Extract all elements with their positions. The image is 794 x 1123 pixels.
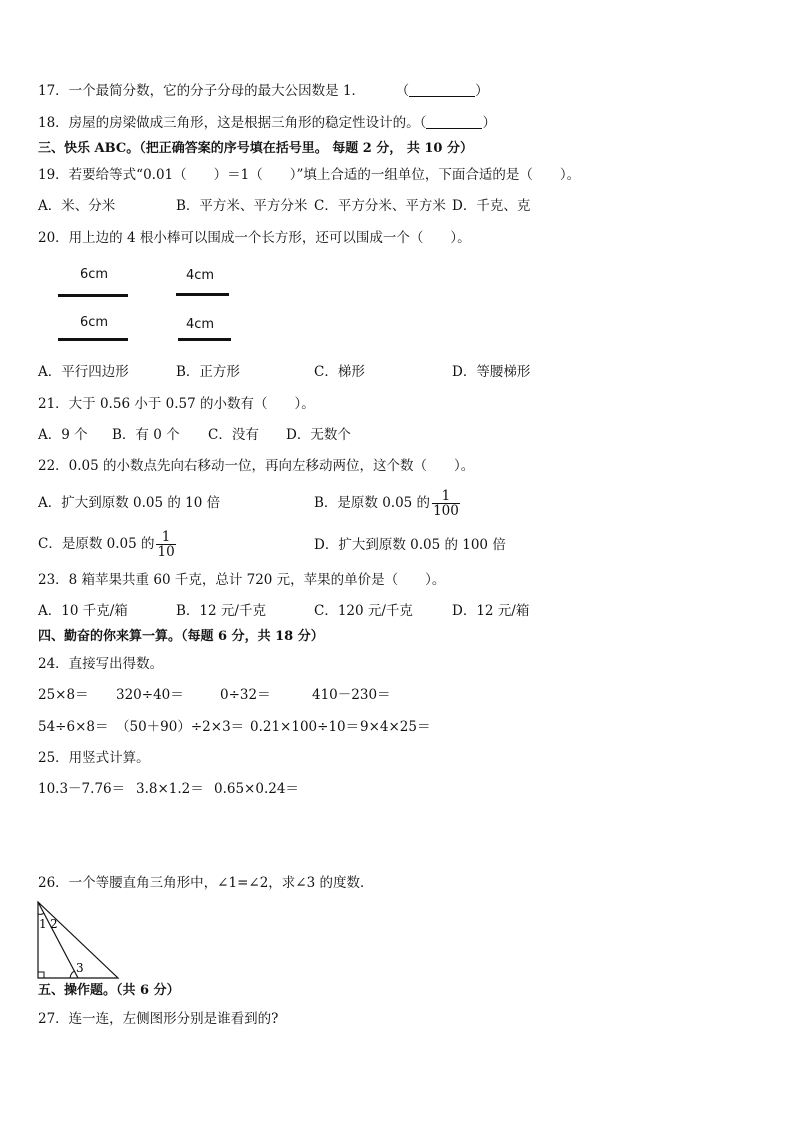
section-5-heading: 五、操作题。（共 6 分） [38,983,180,998]
question-25-text: 25．用竖式计算。 [38,750,150,766]
stick-4 [178,338,231,341]
question-23-option-b[interactable]: B．12 元/千克 [176,603,266,619]
question-23-option-c[interactable]: C．120 元/千克 [314,603,413,619]
question-17-answer-blank[interactable] [409,84,475,97]
question-20-option-c[interactable]: C．梯形 [314,364,365,380]
question-23-text: 23．8 箱苹果共重 60 千克，总计 720 元，苹果的单价是（ ）。 [38,572,446,588]
question-20-option-a[interactable]: A．平行四边形 [38,364,129,380]
question-22-option-c[interactable] [38,525,176,563]
question-21-option-a[interactable]: A．9 个 [38,427,88,443]
fraction-numerator: 1 [156,530,175,545]
calc-item: 0.21×100÷10＝ [250,719,360,735]
question-19-option-d[interactable]: D．千克、克 [452,198,531,214]
question-21-option-c[interactable]: C．没有 [208,427,259,443]
question-20-text: 20．用上边的 4 根小棒可以围成一个长方形，还可以围成一个（ ）。 [38,230,471,246]
question-17 [38,82,489,100]
question-18-text: 18．房屋的房梁做成三角形，这是根据三角形的稳定性设计的。（ [38,115,427,131]
question-18-answer-blank[interactable] [426,116,482,129]
vertical-calc-item: 10.3－7.76＝ [38,781,126,797]
fraction-denominator: 10 [157,544,175,560]
calc-item: 410－230＝ [312,687,391,703]
calc-item: （50＋90）÷2×3＝ [116,719,245,735]
question-21-option-b[interactable]: B．有 0 个 [112,427,180,443]
question-23-option-a[interactable]: A．10 千克/箱 [38,603,128,619]
question-21-option-d[interactable]: D．无数个 [286,427,351,443]
question-22-text: 22．0.05 的小数点先向右移动一位，再向左移动两位，这个数（ ）。 [38,458,475,474]
question-20-option-b[interactable]: B．正方形 [176,364,240,380]
stick-2-label: 4cm [186,268,215,283]
question-21-text: 21．大于 0.56 小于 0.57 的小数有（ ）。 [38,396,315,412]
calc-item: 9×4×25＝ [360,719,431,735]
angle-1-arc [38,913,44,914]
stick-4-label: 4cm [186,317,215,332]
question-19-option-c[interactable]: C．平方分米、平方米 [314,198,446,214]
question-22-option-a[interactable]: A．扩大到原数 0.05 的 10 倍 [38,495,221,511]
calc-item: 54÷6×8＝ [38,719,109,735]
stick-1-label: 6cm [80,267,109,282]
fraction-denominator: 100 [433,503,459,519]
triangle-figure [30,894,130,984]
stick-2 [176,293,229,296]
question-22-option-b-text: B．是原数 0.05 的 [314,495,431,511]
question-27-text: 27．连一连，左侧图形分别是谁看到的? [38,1011,279,1027]
angle-2-label: 2 [50,917,58,931]
question-24-text: 24．直接写出得数。 [38,656,164,672]
question-19-option-b[interactable]: B．平方米、平方分米 [176,198,308,214]
question-17-text: 17．一个最简分数，它的分子分母的最大公因数是 1． [38,83,366,99]
question-18 [38,114,496,132]
right-angle-mark [38,972,44,978]
fraction-numerator: 1 [432,489,460,504]
vertical-calc-item: 0.65×0.24＝ [214,781,299,797]
vertical-calc-item: 3.8×1.2＝ [136,781,204,797]
calc-item: 0÷32＝ [220,687,271,703]
question-18-paren-close: ） [482,115,496,131]
section-3-heading: 三、快乐 ABC。（把正确答案的序号填在括号里。 每题 2 分， 共 10 分） [38,141,473,156]
question-22-option-c-text: C．是原数 0.05 的 [38,536,155,552]
question-22-option-d[interactable]: D．扩大到原数 0.05 的 100 倍 [314,537,506,553]
calc-item: 25×8＝ [38,687,89,703]
fraction-1-100 [432,489,460,518]
question-22-option-b[interactable] [314,484,460,522]
question-17-paren-open: （ [395,83,410,99]
stick-3 [58,338,128,341]
calc-item: 320÷40＝ [116,687,184,703]
stick-3-label: 6cm [80,315,109,330]
question-23-option-d[interactable]: D．12 元/箱 [452,603,530,619]
question-20-option-d[interactable]: D．等腰梯形 [452,364,531,380]
question-19-text: 19．若要给等式“0.01（ ）＝1（ ）”填上合适的一组单位，下面合适的是（ ）。 [38,167,581,183]
stick-1 [58,294,128,297]
section-4-heading: 四、勤奋的你来算一算。（每题 6 分，共 18 分） [38,629,324,644]
angle-1-label: 1 [39,917,47,931]
question-17-paren-close: ） [475,83,489,99]
question-19-option-a[interactable]: A．米、分米 [38,198,116,214]
question-26-text: 26．一个等腰直角三角形中，∠1=∠2，求∠3 的度数． [38,875,374,891]
fraction-1-10 [156,530,175,559]
angle-3-label: 3 [76,961,84,975]
